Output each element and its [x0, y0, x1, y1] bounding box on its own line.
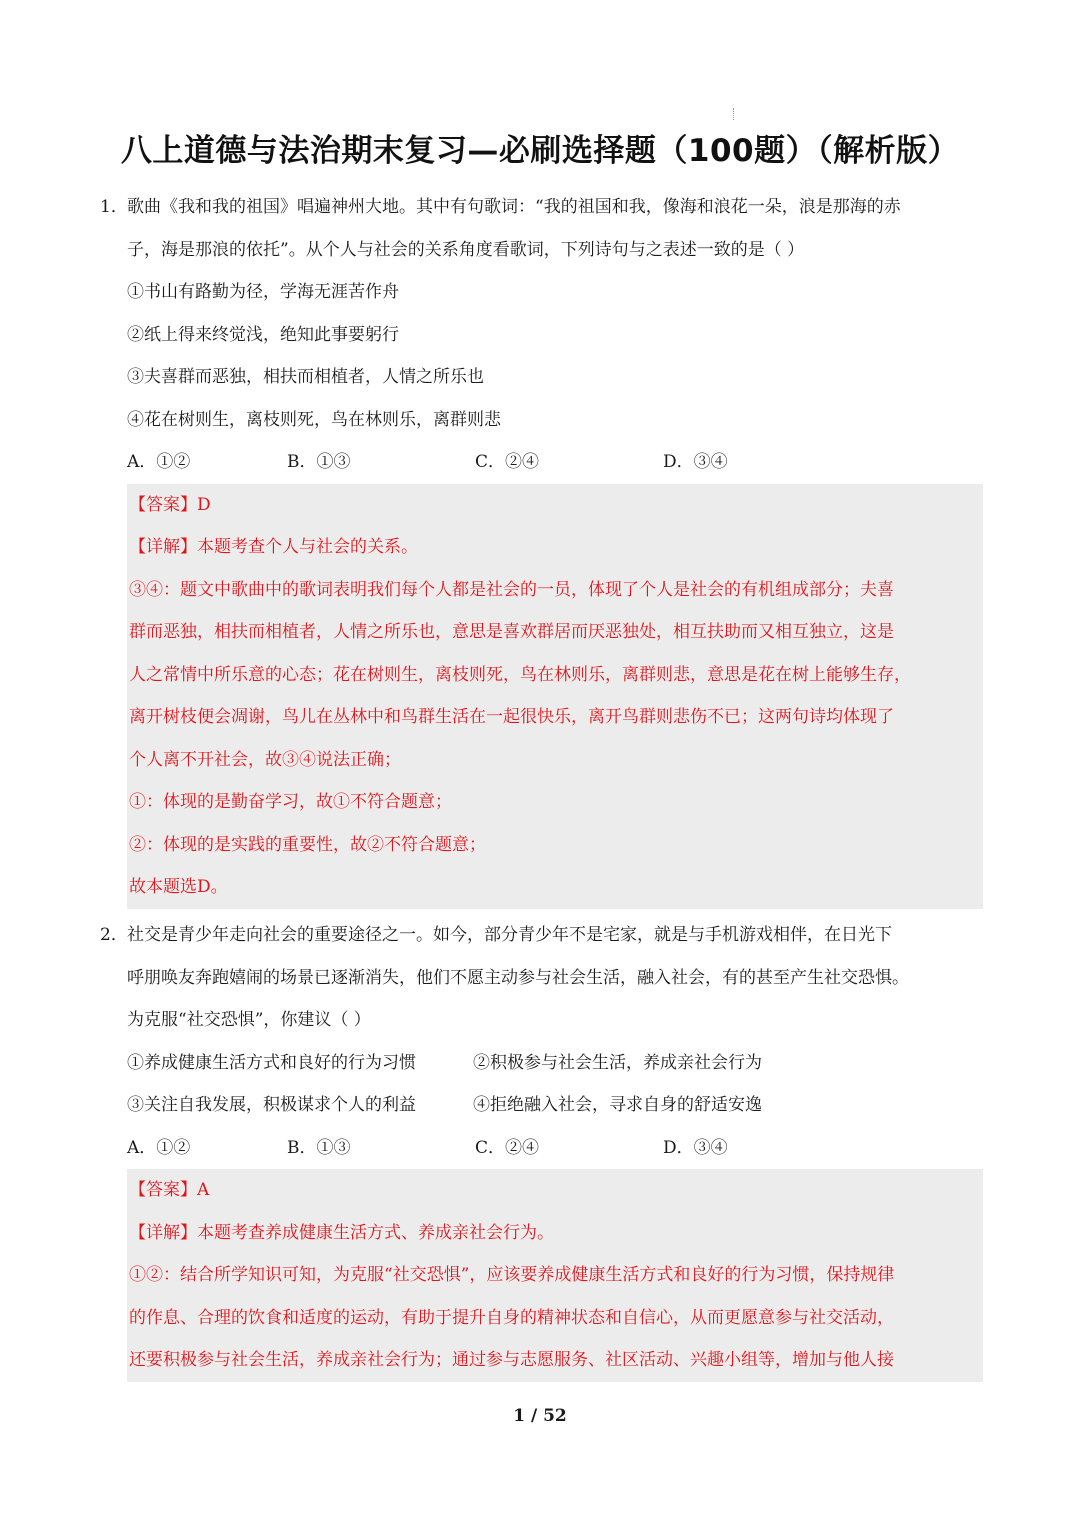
- page-title: 八上道德与法治期末复习—必刷选择题（100题）（解析版）: [120, 133, 960, 169]
- analysis-line: 还要积极参与社会生活，养成亲社会行为；通过参与志愿服务、社区活动、兴趣小组等，增加与他人接: [129, 1350, 894, 1370]
- answer-box: [127, 484, 983, 909]
- choice-a: A．①②: [127, 1137, 191, 1158]
- option-pair: [100, 1084, 990, 1127]
- question-1: [100, 186, 990, 909]
- option-item: ②积极参与社会生活，养成亲社会行为: [473, 1052, 762, 1073]
- detail-label: 【详解】本题考查个人与社会的关系。: [129, 537, 418, 557]
- option-item: ③关注自我发展，积极谋求个人的利益: [127, 1095, 416, 1115]
- choice-b: B．①③: [287, 452, 351, 472]
- question-stem: [100, 914, 990, 1042]
- choice-d: D．③④: [663, 1137, 728, 1158]
- choice-c: C．②④: [475, 452, 540, 472]
- analysis-line: 群而恶独，相扶而相植者，人情之所乐也，意思是喜欢群居而厌恶独处，相互扶助而又相互独立，这是: [129, 622, 894, 642]
- stem-line: 子，海是那浪的依托”。从个人与社会的关系角度看歌词，下列诗句与之表述一致的是（ ）: [127, 239, 805, 260]
- answer-label: 【答案】D: [129, 494, 211, 515]
- answer-box: [127, 1169, 983, 1382]
- analysis-line: 人之常情中所乐意的心态；花在树则生，离枝则死，鸟在林则乐，离群则悲，意思是花在树上能够生存，: [129, 664, 911, 685]
- stem-line: 为克服“社交恐惧”，你建议（ ）: [127, 1010, 371, 1030]
- answer-label: 【答案】A: [129, 1180, 210, 1200]
- choice-c: C．②④: [475, 1137, 540, 1158]
- option-item: ②纸上得来终觉浅，绝知此事要躬行: [127, 324, 399, 345]
- option-item: ③夫喜群而恶独，相扶而相植者，人情之所乐也: [127, 367, 484, 387]
- choice-row: [100, 1127, 990, 1170]
- option-item: ①养成健康生活方式和良好的行为习惯: [127, 1052, 416, 1073]
- analysis-line: ①：体现的是勤奋学习，故①不符合题意；: [129, 792, 452, 812]
- option-item: ④拒绝融入社会，寻求自身的舒适安逸: [473, 1095, 762, 1115]
- page-indicator: 1 / 52: [513, 1406, 567, 1426]
- question-number: 1．: [100, 197, 128, 217]
- analysis-line: ①②：结合所学知识可知，为克服“社交恐惧”，应该要养成健康生活方式和良好的行为习惯，保持规律: [129, 1265, 895, 1285]
- option-pair: [100, 1042, 990, 1085]
- analysis-line: 的作息、合理的饮食和适度的运动，有助于提升自身的精神状态和自信心，从而更愿意参与社交活动，: [129, 1307, 894, 1328]
- stem-line: 社交是青少年走向社会的重要途径之一。如今，部分青少年不是宅家，就是与手机游戏相伴，在日光下: [127, 925, 892, 945]
- question-number: 2．: [100, 925, 128, 945]
- stem-line: 歌曲《我和我的祖国》唱遍神州大地。其中有句歌词：“我的祖国和我，像海和浪花一朵，浪是那海的赤: [127, 197, 901, 217]
- detail-label: 【详解】本题考查养成健康生活方式、养成亲社会行为。: [129, 1222, 554, 1243]
- choice-a: A．①②: [127, 452, 191, 472]
- choice-b: B．①③: [287, 1137, 351, 1158]
- analysis-line: ②：体现的是实践的重要性，故②不符合题意；: [129, 834, 486, 855]
- header-mark: [733, 108, 735, 120]
- option-item: ④花在树则生，离枝则死，鸟在林则乐，离群则悲: [127, 409, 501, 430]
- stem-line: 呼朋唤友奔跑嬉闹的场景已逐渐消失，他们不愿主动参与社会生活，融入社会，有的甚至产生社交恐惧。: [127, 967, 909, 988]
- question-2: [100, 914, 990, 1382]
- analysis-line: 故本题选D。: [129, 877, 228, 897]
- choice-d: D．③④: [663, 452, 728, 472]
- analysis-line: 个人离不开社会，故③④说法正确；: [129, 749, 401, 770]
- question-stem: [100, 186, 990, 271]
- analysis-line: ③④：题文中歌曲中的歌词表明我们每个人都是社会的一员，体现了个人是社会的有机组成部分；夫喜: [129, 579, 894, 600]
- option-item: ①书山有路勤为径，学海无涯苦作舟: [127, 282, 399, 302]
- choice-row: [100, 441, 990, 484]
- analysis-line: 离开树枝便会凋谢，鸟儿在丛林中和鸟群生活在一起很快乐，离开鸟群则悲伤不已；这两句诗均体现了: [129, 707, 894, 727]
